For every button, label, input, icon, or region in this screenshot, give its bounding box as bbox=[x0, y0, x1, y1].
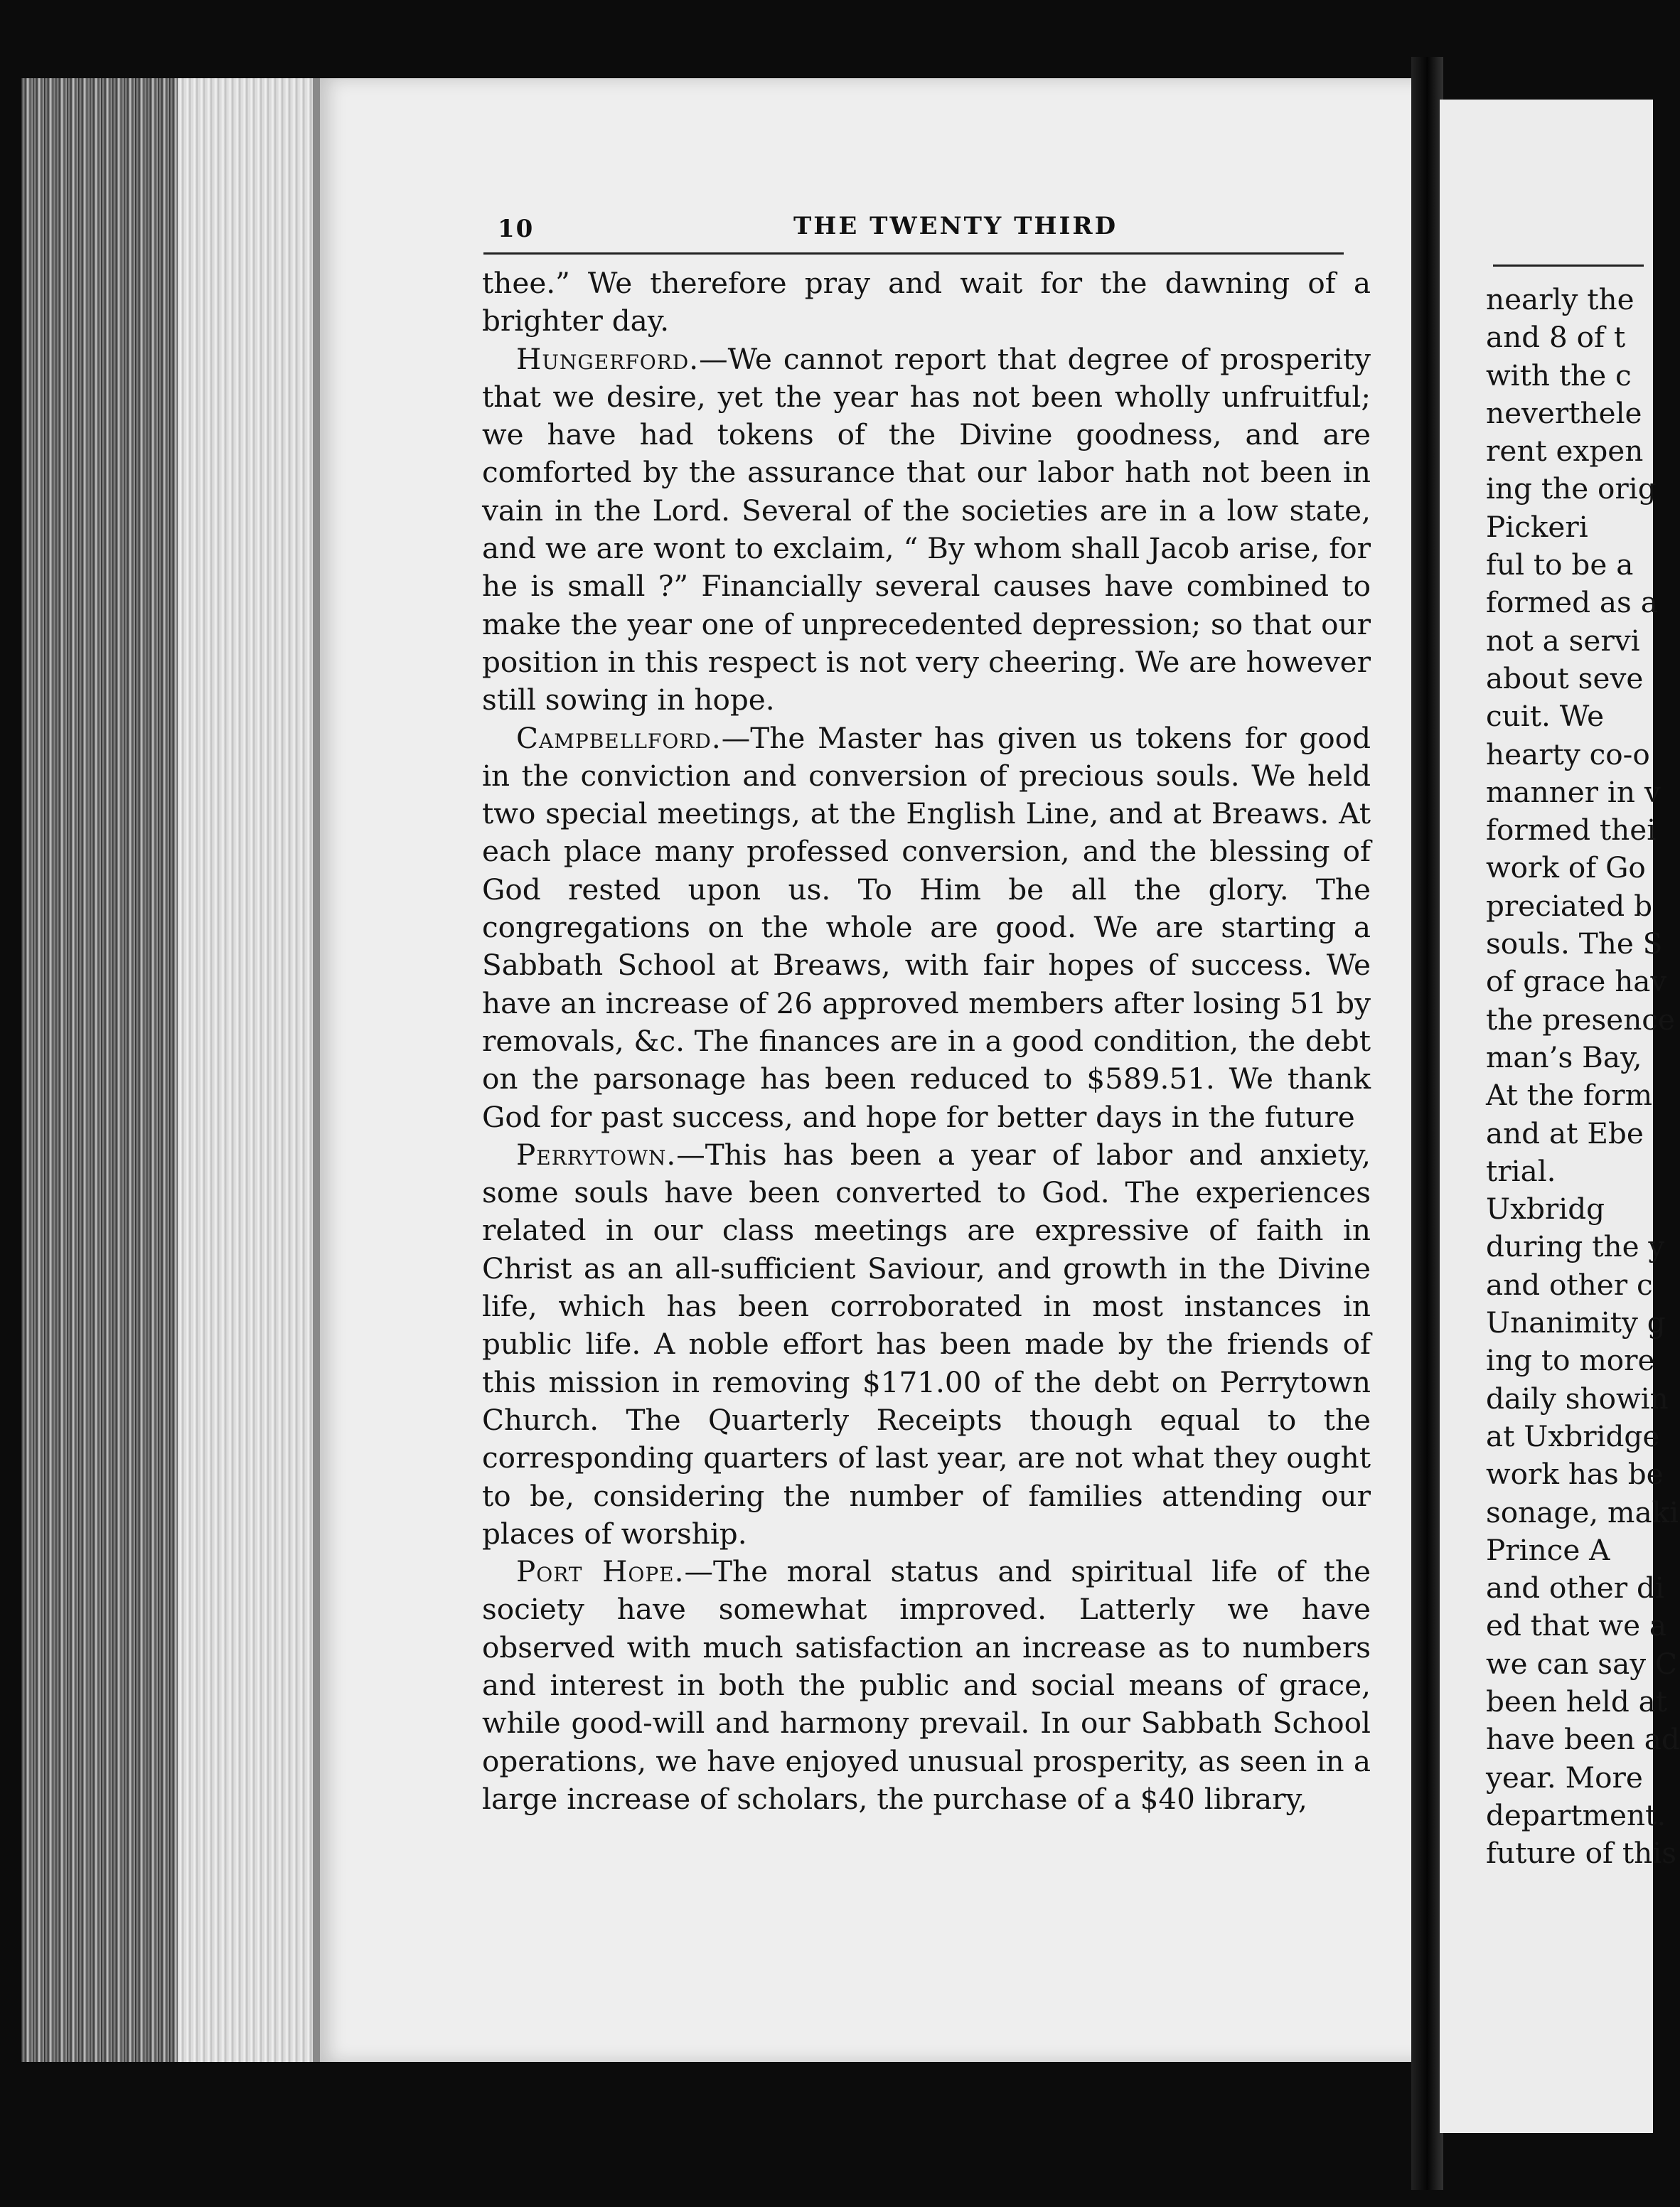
book-page-edges-light bbox=[178, 78, 313, 2062]
right-page-line: nearly the bbox=[1486, 282, 1634, 316]
campbellford-paragraph bbox=[482, 720, 1371, 1136]
right-page-line: and other c bbox=[1486, 1267, 1653, 1302]
porthope-text: —The moral status and spiritual life of the society have somewhat improved. Latterly we have observed with much satisfaction an increase as to numbers and interest in both the public and social means of grace, while good-will and harmony prevail. In our Sabbath School operations, we have enjoyed unusual prosperity, as seen in a large increase of scholars, the purchase of a $40 library, bbox=[482, 1554, 1371, 1816]
hungerford-text: —We cannot report that degree of prosperity that we desire, yet the year has not been wholly unfruitful; we have had tokens of the Divine goodness, and are comforted by the assurance that our labor hath not been in vain in the Lord. Several of the societies are in a low state, and we are wont to exclaim, “ By whom shall Jacob arise, for he is small ?” Financially several causes have combined to make the year one of unprecedented depression; so that our position in this respect is not very cheering. We are however still sowing in hope. bbox=[482, 341, 1371, 717]
right-page-line: work of Go bbox=[1486, 850, 1646, 885]
right-page-line: have been ad bbox=[1486, 1722, 1680, 1757]
book-gutter bbox=[1411, 57, 1443, 2190]
running-head: THE TWENTY THIRD bbox=[793, 212, 1118, 240]
right-page-line: trial. bbox=[1486, 1153, 1556, 1188]
section-name-porthope: Port Hope. bbox=[516, 1554, 685, 1589]
right-page-line: ing the orig bbox=[1486, 471, 1657, 506]
hungerford-paragraph bbox=[482, 341, 1371, 720]
right-page-line: preciated b bbox=[1486, 888, 1653, 923]
header-rule bbox=[483, 252, 1344, 255]
perrytown-paragraph bbox=[482, 1136, 1371, 1553]
right-page-line: and at Ebe bbox=[1486, 1116, 1644, 1150]
right-page-line: and other di bbox=[1486, 1571, 1664, 1605]
right-page-line: with the c bbox=[1486, 358, 1632, 392]
section-name-perrytown: Perrytown. bbox=[516, 1137, 677, 1172]
campbellford-text: —The Master has given us tokens for good in the conviction and conversion of precious souls. We held two special meetings, at the English Line, and at Breaws. At each place many professed conversion, and the blessing of God rested upon us. To Him be all the glory. The congregations on the whole are good. We are starting a Sabbath School at Breaws, with fair hopes of success. We have an increase of 26 approved members after losing 51 by removals, &c. The finances are in a good condition, the debt on the parsonage has been reduced to $589.51. We thank God for past success, and hope for better days in the future bbox=[482, 720, 1371, 1134]
right-page-line: ing to more bbox=[1486, 1343, 1655, 1378]
right-page-line: during the y bbox=[1486, 1229, 1665, 1264]
right-page-line: future of this bbox=[1486, 1836, 1676, 1871]
right-page-line: been held at bbox=[1486, 1684, 1668, 1719]
continuation-paragraph: thee.” We therefore pray and wait for the dawning of a brighter day. bbox=[482, 266, 1371, 338]
right-page-line: Pickeri bbox=[1486, 509, 1588, 544]
right-page-line: formed thei bbox=[1486, 813, 1657, 848]
right-page-line: Unanimity g bbox=[1486, 1305, 1666, 1340]
right-page-line: at Uxbridge bbox=[1486, 1418, 1660, 1453]
right-page-line: ful to be a bbox=[1486, 547, 1634, 582]
perrytown-text: —This has been a year of labor and anxiety, some souls have been converted to God. The experiences related in our class meetings are expressive of faith in Christ as an all-sufficient Saviour, and growth in the Divine life, which has been corroborated in most instances in public life. A noble effort has been made by the friends of this mission in removing $171.00 of the debt on Perrytown Church. The Quarterly Receipts though equal to the corresponding quarters of last year, are not what they ought to be, considering the number of families attending our places of worship. bbox=[482, 1137, 1371, 1551]
right-page-text-column bbox=[1486, 281, 1680, 1872]
right-page-line: ed that we a bbox=[1486, 1608, 1667, 1643]
right-page-line: of grace hav bbox=[1486, 964, 1667, 999]
right-page-line: work has be bbox=[1486, 1457, 1664, 1492]
right-page-line: Uxbridg bbox=[1486, 1192, 1605, 1227]
right-page-line: cuit. We bbox=[1486, 699, 1605, 734]
porthope-paragraph bbox=[482, 1553, 1371, 1818]
right-page-line: and 8 of t bbox=[1486, 320, 1626, 355]
right-page-line: department. bbox=[1486, 1797, 1666, 1832]
page-number: 10 bbox=[498, 215, 535, 243]
right-page-line: daily showin bbox=[1486, 1381, 1669, 1416]
right-page-rule bbox=[1493, 264, 1644, 267]
main-text-column bbox=[482, 264, 1371, 1818]
right-page-line: At the form bbox=[1486, 1078, 1653, 1113]
right-page-line: the presence bbox=[1486, 1002, 1675, 1037]
right-page-line: manner in v bbox=[1486, 774, 1661, 809]
right-page-line: we can say C bbox=[1486, 1646, 1677, 1681]
right-page-line: Prince A bbox=[1486, 1532, 1610, 1567]
right-page-line: rent expen bbox=[1486, 434, 1644, 469]
section-name-hungerford: Hungerford. bbox=[516, 341, 700, 376]
right-page-line: hearty co-o bbox=[1486, 737, 1650, 771]
section-name-campbellford: Campbellford. bbox=[516, 720, 722, 755]
right-page-line: neverthele bbox=[1486, 395, 1642, 430]
right-page-line: sonage, maki bbox=[1486, 1495, 1679, 1529]
right-page-line: year. More bbox=[1486, 1760, 1643, 1795]
right-page-line: man’s Bay, bbox=[1486, 1040, 1642, 1074]
right-page-line: formed as a bbox=[1486, 585, 1658, 620]
right-page-line: not a servi bbox=[1486, 623, 1640, 658]
right-page-line: about seve bbox=[1486, 661, 1644, 695]
right-page-line: souls. The S bbox=[1486, 926, 1663, 961]
